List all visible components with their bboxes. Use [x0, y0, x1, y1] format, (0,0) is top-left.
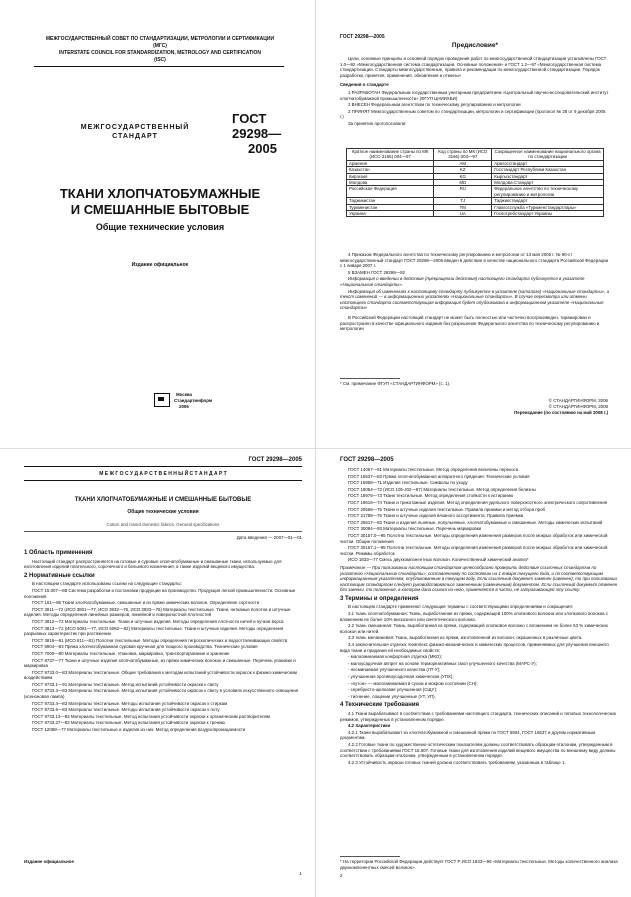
references-continued: [340, 467, 618, 766]
reference-item: ГОСТ 8737—77 Ткани и штучные изделия хлопчатобумажные, из пряжи химических волокон и смешанные. Перечень упаковки и маркировка: [24, 657, 296, 669]
reference-item: ГОСТ 3811—72 (ИСО 3801—77, ИСО 3932—76, ИСО 3933—76) Материалы текстильные. Ткани, нетканые полотна и штучные изделия. Методы определения линейных размеров, линейной и поверхностной плотностей: [24, 606, 291, 618]
definition-item: 3.3 ткань меланжевая: Ткань, выработанная из пряжи, изготовленной из волокон, окрашенных в различные цвета.: [348, 635, 583, 641]
info-title: Сведения о стандарте: [340, 82, 389, 88]
countries-table: [346, 148, 604, 217]
preface-body-2: [340, 252, 610, 333]
preface-body: [340, 56, 610, 128]
copyright-2008: © СТАНДАРТИНФОРМ, 2008: [548, 404, 608, 409]
reference-item: ГОСТ 21788—76 Ткани и штучные изделия вязаного ассортимента. Правила приемки: [348, 513, 524, 519]
intro-date: Дата введения — 2007—01—01: [236, 535, 302, 540]
reference-item: ГОСТ 12088—77 Материалы текстильные и изделия из них. Метод определения воздухопроницаемости: [32, 727, 246, 733]
section-3-intro: В настоящем стандарте применяют следующие термины с соответствующими определениями и сокращения:: [348, 604, 573, 610]
info-item-1: 1 РАЗРАБОТАН Федеральным государственным унитарным предприятием «Центральный научно-исследовательский институт хлопчатобумажной промышленности» (ФГУП ЦНИИХБИ): [340, 89, 609, 101]
section-3-title: 3 Термины и определения: [340, 595, 419, 602]
table-cell: Госстандарт Республики Казахстан: [492, 167, 604, 173]
finish-type-item: - улучшенная противоусадочная химическая (УПХ);: [348, 674, 454, 679]
reference-item: ГОСТ 6904—83 Пряжа хлопчатобумажная суровая крученая для ткацкого производства. Технические условия: [32, 644, 258, 650]
table-header-row: [347, 149, 604, 161]
table-row: [347, 211, 604, 217]
definition-item: 3.1 ткань хлопчатобумажная: Ткань, выработанная из пряжи, содержащей 100% хлопкового волокна или хлопкового волокна с вложением не более 10% вискозного или синтетического волокна.: [340, 611, 608, 622]
definition-item: 3.2 ткань смешанная: Ткань, выработанная из пряжи, содержащей хлопковое волокно с вложением не более 53 % химических волокон или нитей.: [340, 623, 608, 634]
table-cell: Федеральное агентство по техническому регулированию и метрологии: [492, 186, 604, 198]
definition-item: 3.4 заключительная отделка: Комплекс физико-механических и химических процессов, применяемых для улучшения внешнего вида ткани и придания ей необходимых свойств:: [340, 642, 609, 653]
reference-item: ГОСТ 3816—81 (ИСО 811—81) Полотна текстильные. Методы определения гигроскопических и водоотталкивающих свойств: [32, 637, 288, 643]
table-row: [347, 186, 604, 198]
standard-page-1: [0, 449, 315, 897]
subsection-4-2-title: 4.2 Характеристики: [348, 723, 391, 729]
footnote-rule: [340, 856, 400, 857]
requirement-4-2-2: 4.2.2 Готовые ткани по художественно-эстетическим показателям должны соответствовать образцам-эталонам, утвержденным в соответствии с требованиями ГОСТ 15.007. Готовые ткани для изготовления изделий вещевого имущества по внешнему виду должны соответствовать образцам-эталонам, утвержденным в установленном порядке.: [340, 741, 616, 759]
table-cell: MD: [434, 180, 492, 186]
table-cell: Таджикстандарт: [492, 198, 604, 204]
reference-item: ГОСТ 7000—80 Материалы текстильные. Упаковка, маркировка, транспортирование и хранение: [32, 650, 230, 656]
notice-2: Информация об изменениях к настоящему стандарту публикуется в указателе (каталоге) «Национальные стандарты», а текст изменений — в информационных указателях «Национальные стандарты». В случае пересмотра или отмены настоящего стандарта соответствующая информация будет опубликована в информационном указателе «Национальные стандарты»: [340, 288, 610, 311]
publisher-city: Москва: [176, 392, 193, 397]
reference-item: ГОСТ 9733.1—91 Материалы текстильные. Метод испытаний устойчивости окраски к свету: [32, 681, 219, 687]
standard-kind-2: СТАНДАРТ: [112, 133, 158, 140]
council-en: INTERSTATE COUNCIL FOR STANDARDIZATION, METROLOGY AND CERTIFICATION: [59, 50, 261, 56]
page-number: 1: [299, 871, 302, 876]
reference-item: ГОСТ 16958—71 Изделия текстильные. Символы по уходу: [348, 480, 468, 486]
preface-title: Предисловие*: [451, 42, 499, 49]
table-cell: KZ: [434, 167, 492, 173]
info-item-5: 5 ВЗАМЕН ГОСТ 29298—92: [348, 269, 405, 275]
table-cell: Молдова: [347, 180, 434, 186]
table-cell: Туркменистан: [347, 204, 434, 210]
table-cell: Госпотребстандарт Украины: [492, 211, 604, 217]
council-en-abbr: (ISC): [154, 57, 166, 63]
page-footnote: * На территории Российской Федерации действует ГОСТ Р ИСО 1833—99 «Материалы текстильные. Методы количественного анализа двухкомпонентных смесей волокон».: [340, 859, 618, 870]
title-english: Cotton and mixed domestic fabrics. General specifications: [106, 522, 220, 527]
title-rule: [24, 531, 302, 532]
section-4-title: 4 Технические требования: [340, 702, 420, 709]
document-subtitle: Общие технические условия: [127, 509, 199, 515]
top-rule: [34, 66, 284, 67]
reference-item: ГОСТ 3813—72 (ИСО 5081—77, ИСО 5082—82) Материалы текстильные. Ткани и штучные изделия. Методы определения разрывных характеристик при растяжении: [24, 625, 284, 637]
cover-title-line-2: И СМЕШАННЫЕ БЫТОВЫЕ: [70, 202, 250, 217]
table-cell: RU: [434, 186, 492, 198]
running-header: ГОСТ 29298—2005: [248, 457, 302, 463]
section-2-title: 2 Нормативные ссылки: [24, 572, 95, 579]
running-header: ГОСТ 29298—2005: [340, 457, 394, 463]
table-cell: Армения: [347, 160, 434, 166]
header-rule: [24, 466, 302, 467]
council-ru: МЕЖГОСУДАРСТВЕННЫЙ СОВЕТ ПО СТАНДАРТИЗАЦИИ, МЕТРОЛОГИИ И СЕРТИФИКАЦИИ: [45, 36, 275, 42]
countries-table-wrap: [346, 148, 604, 217]
table-cell: Молдова-Стандарт: [492, 180, 604, 186]
council-ru-abbr: (МГС): [153, 43, 167, 49]
section-1-title: 1 Область применения: [24, 550, 93, 556]
table-header-cell: Сокращенное наименование национального органа по стандартизации: [492, 149, 604, 161]
table-cell: Киргизия: [347, 173, 434, 179]
table-cell: Главгосслужба «Туркменстандартлары»: [492, 204, 604, 210]
references-note: Примечание — При пользовании настоящим стандартом целесообразно проверить действие ссылочных стандартов по указателю «Национальные стандарты», составленному по состоянию на 1 января текущего года, и по соответствующим информационным указателям, опубликованным в текущем году. Если ссылочный документ заменен (изменен), то при пользовании настоящим стандартом следует руководствоваться замененным (измененным) документом. Если ссылочный документ отменен без замены, то положение, в котором дана ссылка на него, применяется в части, не затрагивающей эту ссылку.: [340, 564, 618, 593]
reference-item: ГОСТ 9733.3—83 Материалы текстильные. Метод испытания устойчивости окрасок к свету в условиях искусственного освещения (ксеноновая лампа): [24, 688, 299, 700]
publisher-year: 2006: [179, 404, 189, 409]
gost-label: ГОСТ: [232, 111, 267, 126]
gost-year: 2005: [248, 141, 277, 156]
table-cell: TM: [434, 204, 492, 210]
section-1: [24, 547, 302, 734]
standard-kind-1: МЕЖГОСУДАРСТВЕННЫЙ: [80, 124, 190, 131]
table-cell: Украина: [347, 211, 434, 217]
edition-label: Издание официальное: [24, 859, 74, 864]
reference-item: ГОСТ 16537—83 Пряжа хлопчатобумажная аппаратного прядения. Технические условия: [348, 473, 530, 479]
vote-intro: За принятие проголосовали:: [348, 120, 407, 126]
reference-item: ГОСТ 9733.6—83 Материалы текстильные. Методы испытания устойчивости окрасок к поту: [32, 707, 220, 713]
reference-item: ГОСТ 18976—73 Ткани текстильные. Метод определения стойкости к истиранию: [348, 493, 514, 499]
reference-item: ГОСТ 30157.1—95 Полотна текстильные. Методы определения изменения размеров после мокрых обработок или химической чистки. Режимы обработок: [340, 545, 608, 556]
finish-type-item: - малоусадочная аппрет на основе термореактивных смол улучшенного качества (МАРС-У);: [348, 660, 537, 666]
edition-label: Издание официальное: [131, 262, 189, 268]
requirement-4-2-3: 4.2.3 Устойчивость окраски готовых тканей должна соответствовать требованиям, указанным в таблице 1.: [348, 759, 566, 765]
footnote-rule: [340, 378, 400, 379]
reference-item: ГОСТ 18054—72 (ИСО 105-J02—87) Материалы текстильные. Метод определения белизны: [348, 486, 536, 492]
requirement-4-1: 4.1 Ткани вырабатывают в соответствии с требованиями настоящего стандарта, технических описаний и типовых технологических режимов, утвержденных в установленном порядке.: [340, 710, 617, 722]
section-2-intro: В настоящем стандарте использованы ссылки на следующие стандарты:: [32, 581, 182, 587]
standard-page-2: [316, 449, 631, 897]
cover-subtitle: Общие технические условия: [95, 222, 225, 232]
copyright-2006: © СТАНДАРТИНФОРМ, 2006: [548, 398, 608, 403]
reference-item: ГОСТ 14067—91 Материалы текстильные. Метод определения величины перекоса: [348, 467, 519, 472]
info-item-3: 3 ПРИНЯТ Межгосударственным советом по стандартизации, метрологии и сертификации (протокол № 28 от 9 декабря 2005 г.): [340, 108, 606, 120]
standard-kind: М Е Ж Г О С У Д А Р С Т В Е Н Н Ы Й С Т А Н Д А Р Т: [99, 471, 227, 477]
reference-item: ГОСТ 30157.0—95 Полотна текстильные. Методы определения изменения размеров после мокрых обработок или химической чистки. Общие положения: [340, 532, 608, 544]
reference-item: ГОСТ 30084—93 Материалы текстильные. Перечень маркировки: [348, 526, 482, 532]
rights-notice: В Российской Федерации настоящий стандарт не может быть полностью или частично воспроизведен, тиражирован и распространен в качестве официального издания без разрешения Федерального агентства по техническому регулированию и метрологии: [340, 314, 600, 332]
preface-text: Цели, основные принципы и основной порядок проведения работ по межгосударственной стандартизации установлены ГОСТ 1.0—92 «Межгосударственная система стандартизации. Основные положения» и ГОСТ 1.2—97 «Межгосударственная система стандартизации. Стандарты межгосударственные, правила и рекомендации по межгосударственной стандартизации. Порядок разработки, принятия, применения, обновления и отмены»: [340, 56, 607, 78]
finish-type-item: - серебристо-щелковая улучшенная (СЩУ);: [348, 687, 437, 693]
cover-title-line-1: ТКАНИ ХЛОПЧАТОБУМАЖНЫЕ: [59, 186, 261, 201]
info-item-4: 4 Приказом Федерального агентства по техническому регулированию и метрологии от 13 мая 2006 г. № 90-ст межгосударственный стандарт ГОСТ 29298—2005 введен в действие в качестве национального стандарта Российской Федерации с 1 января 2007 г.: [340, 252, 609, 269]
table-cell: Казахстан: [347, 167, 434, 173]
table-cell: KG: [434, 173, 492, 179]
table-cell: Армгосстандарт: [492, 160, 604, 166]
running-header: ГОСТ 29298—2005: [340, 34, 385, 40]
gost-number: 29298—: [232, 126, 282, 141]
standartinform-logo: [154, 393, 170, 407]
preface-page: [316, 0, 631, 448]
reference-item: ГОСТ 9733.27—83 Материалы текстильные. Метод испытания устойчивости окраски к трению: [32, 720, 225, 726]
notice-1: Информация о введении в действие (прекращении действия) настоящего стандарта публикуется в указателе «Национальные стандарты».: [340, 276, 585, 287]
table-cell: UA: [434, 211, 492, 217]
preface-footnote: * См. примечание ФГУП «СТАНДАРТИНФОРМ» (с. 1).: [340, 381, 451, 386]
table-cell: TJ: [434, 198, 492, 204]
document-title: ТКАНИ ХЛОПЧАТОБУМАЖНЫЕ И СМЕШАННЫЕ БЫТОВЫЕ: [74, 497, 252, 503]
reference-item: ИСО 1833—77 Смесь двухкомпонентных волокон. Количественный химический анализ*: [348, 557, 529, 563]
section-1-text: Настоящий стандарт распространяется на готовые и суровые хлопчатобумажные и смешанные ткани, используемые для изготовления изделий плательного, сорочечного и бельевого назначения, а также изделий вещевого имущества.: [24, 558, 282, 570]
reference-item: ГОСТ 20566—75 Ткани и штучные изделия текстильные. Правила приемки и метод отбора проб: [348, 506, 546, 512]
finish-type-item: - «кутон» — малосминаемая в сухом и мокром состоянии (СН);: [348, 680, 478, 686]
reference-item: ГОСТ 15.007—88 Система разработки и постановки продукции на производство. Продукция легкой промышленности. Основные положения: [24, 587, 296, 599]
cover-page: [0, 0, 315, 448]
reference-item: ГОСТ 9733.13—83 Материалы текстильные. Метод испытания устойчивости окраски к органическим растворителям: [32, 713, 270, 719]
reference-item: ГОСТ 161—86 Ткани хлопчатобумажные, смешанные и из пряжи химических волокон. Определение сортности: [32, 600, 260, 606]
reissue-note: Переиздание (по состоянию на май 2008 г.): [514, 410, 608, 415]
info-item-2: 2 ВНЕСЕН Федеральным агентством по техническому регулированию и метрологии: [348, 102, 521, 108]
finish-type-item: - несминаемая улучшенного качества (ЛТ-У);: [348, 667, 441, 673]
requirement-4-2-1: 4.2.1 Ткани вырабатывают из хлопчатобумажной и смешанной пряжи по ГОСТ 6904, ГОСТ 16537 и другим нормативным документам.: [340, 729, 596, 741]
publisher-name: Стандартинформ: [174, 398, 213, 403]
table-cell: AM: [434, 160, 492, 166]
reference-item: ГОСТ 25617—83 Ткани и изделия льняные, полульняные, хлопчатобумажные и смешанные. Методы химических испытаний: [348, 519, 603, 525]
reference-item: ГОСТ 9733.0—83 Материалы текстильные. Общие требования к методам испытаний устойчивости окрасок к физико-химическим воздействиям: [24, 669, 297, 681]
header-rule-2: [24, 480, 302, 481]
finish-type-item: - тиснение, лощение улучшенные (УТ, УП).: [348, 693, 436, 699]
table-cell: Кыргызстандарт: [492, 173, 604, 179]
reference-item: ГОСТ 9733.4—83 Материалы текстильные. Методы испытания устойчивости окрасок к стиркам: [32, 700, 228, 706]
finish-type-item: - малосминаемая конфортная отделка (МКО);: [348, 654, 442, 660]
table-header-cell: Краткое наименование страны по МК (ИСО 3166) 004—97: [347, 149, 434, 161]
table-header-cell: Код страны по МК (ИСО 3166) 004—97: [434, 149, 492, 161]
table-cell: Таджикистан: [347, 198, 434, 204]
page-number: 2: [340, 873, 343, 878]
reference-item: ГОСТ 19616—74 Ткани и трикотажные изделия. Метод определения удельного поверхностного электрического сопротивления: [348, 499, 608, 505]
reference-item: ГОСТ 3812—72 Материалы текстильные. Ткани и штучные изделия. Методы определения плотности нитей и пучков ворса: [32, 618, 284, 624]
table-cell: Российская Федерация: [347, 186, 434, 198]
